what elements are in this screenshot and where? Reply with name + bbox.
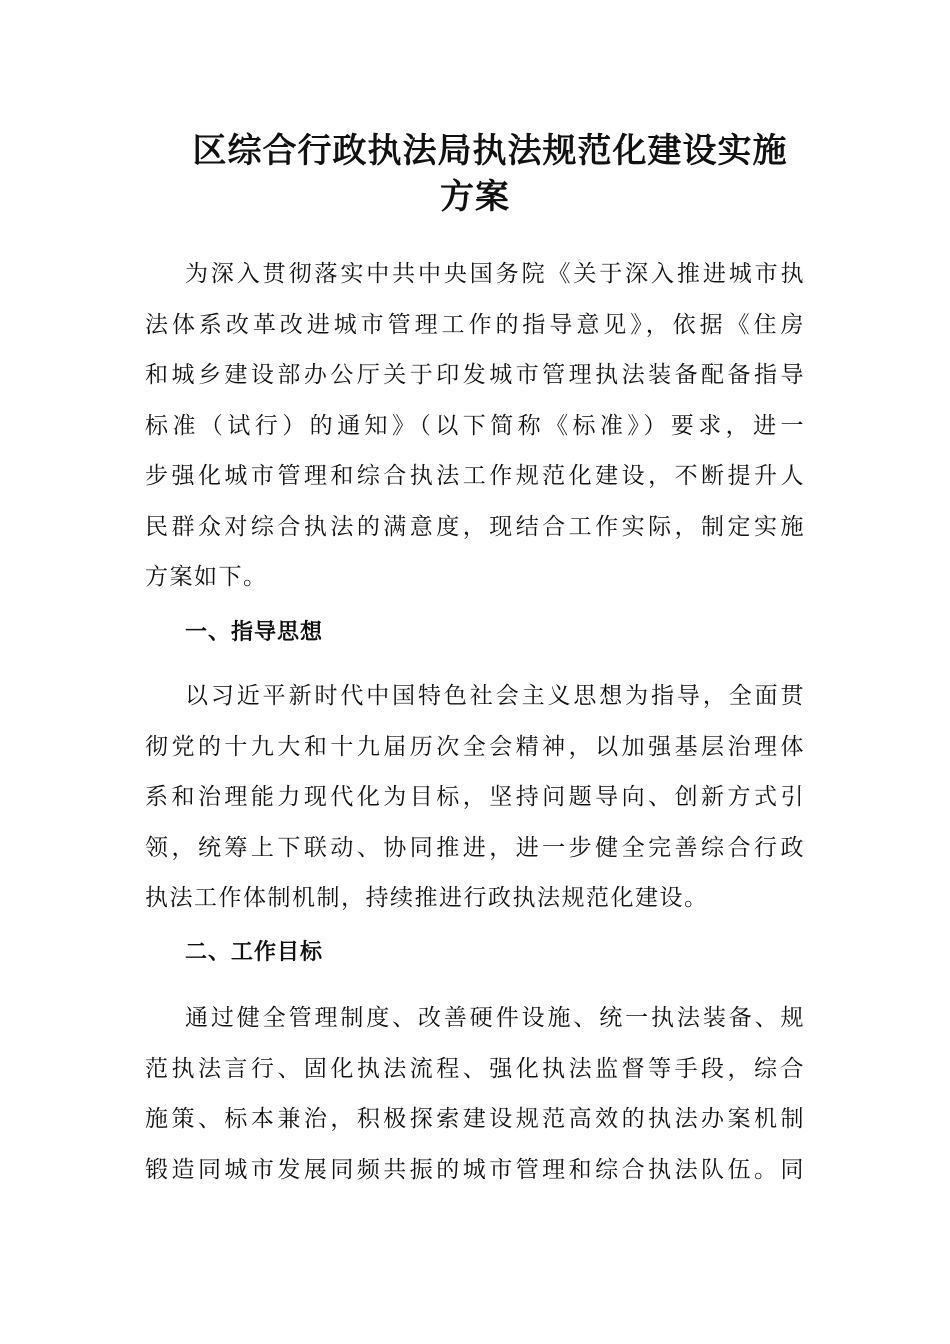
paragraph-line: 和城乡建设部办公厅关于印发城市管理执法装备配备指导 [145, 362, 805, 388]
paragraph-line: 法体系改革改进城市管理工作的指导意见》，依据《住房 [145, 311, 805, 338]
paragraph-line: 方案如下。 [145, 564, 268, 590]
guiding-ideology-paragraph [145, 671, 805, 924]
section-heading-guiding-ideology: 一、指导思想 [185, 620, 324, 645]
paragraph-line: 执法工作体制机制，持续推进行政执法规范化建设。 [145, 885, 709, 911]
section-heading-work-goals: 二、工作目标 [185, 940, 324, 965]
intro-paragraph [145, 249, 805, 603]
document-title-line-1: 区综合行政执法局执法规范化建设实施 [192, 131, 788, 171]
paragraph-line: 彻党的十九大和十九届历次全会精神，以加强基层治理体 [145, 733, 805, 760]
paragraph-line: 民群众对综合执法的满意度，现结合工作实际，制定实施 [145, 513, 805, 540]
paragraph-line: 施策、标本兼治，积极探索建设规范高效的执法办案机制 [145, 1106, 805, 1132]
work-goals-paragraph [145, 993, 805, 1195]
paragraph-line: 通过健全管理制度、改善硬件设施、统一执法装备、规 [185, 1005, 805, 1031]
paragraph-line: 锻造同城市发展同频共振的城市管理和综合执法队伍。同 [145, 1156, 805, 1183]
paragraph-line: 领，统筹上下联动、协同推进，进一步健全完善综合行政 [145, 834, 805, 861]
paragraph-line: 系和治理能力现代化为目标，坚持问题导向、创新方式引 [145, 784, 805, 810]
paragraph-line: 标准（试行）的通知》（以下简称《标准》）要求，进一 [145, 412, 805, 439]
document-title-line-2: 方案 [440, 177, 510, 217]
paragraph-line: 以习近平新时代中国特色社会主义思想为指导，全面贯 [185, 683, 805, 709]
paragraph-line: 为深入贯彻落实中共中央国务院《关于深入推进城市执 [185, 261, 805, 287]
paragraph-line: 步强化城市管理和综合执法工作规范化建设，不断提升人 [145, 463, 805, 489]
paragraph-line: 范执法言行、固化执法流程、强化执法监督等手段，综合 [145, 1055, 805, 1082]
